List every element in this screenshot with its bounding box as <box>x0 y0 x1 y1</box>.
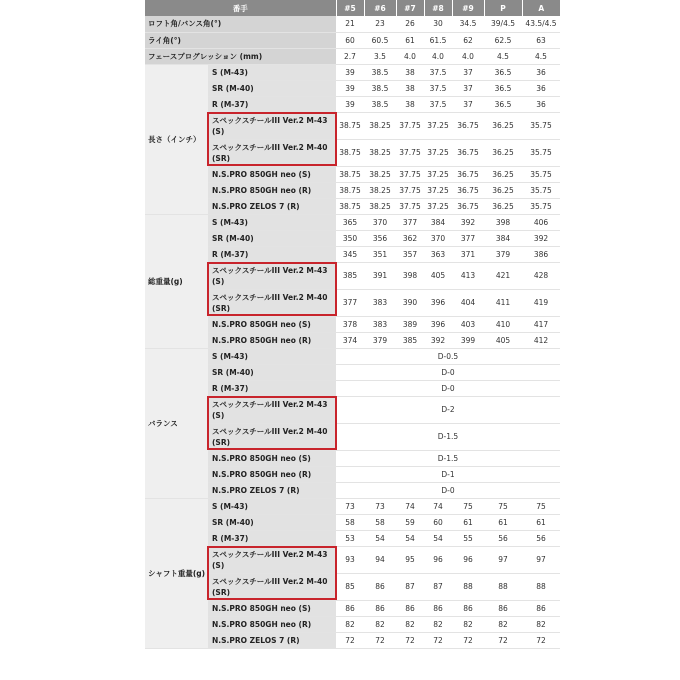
spec-value: 389 <box>396 316 424 332</box>
shaft-name: スペックスチールIII Ver.2 M-40 (SR) <box>208 573 336 600</box>
spec-value: 36.5 <box>484 64 522 80</box>
spec-value: 96 <box>452 546 484 573</box>
spec-row <box>145 32 560 48</box>
shaft-row <box>145 364 560 380</box>
spec-value: 72 <box>522 632 560 648</box>
spec-value: 36.5 <box>484 96 522 112</box>
shaft-row <box>145 332 560 348</box>
spec-value: 37.75 <box>396 198 424 214</box>
shaft-row <box>145 466 560 482</box>
spec-value: 38 <box>396 80 424 96</box>
spec-value: 88 <box>522 573 560 600</box>
spec-value: 38.75 <box>336 139 364 166</box>
spec-value: 350 <box>336 230 364 246</box>
shaft-name: N.S.PRO ZELOS 7 (R) <box>208 198 336 214</box>
spec-value: 370 <box>424 230 452 246</box>
shaft-name: スペックスチールIII Ver.2 M-40 (SR) <box>208 423 336 450</box>
spec-value: 38.25 <box>364 182 396 198</box>
spec-value: 86 <box>364 573 396 600</box>
spec-value: 417 <box>522 316 560 332</box>
spec-value: 365 <box>336 214 364 230</box>
spec-value: 86 <box>424 600 452 616</box>
shaft-row <box>145 198 560 214</box>
header-col: #7 <box>396 0 424 16</box>
spec-value: 82 <box>364 616 396 632</box>
spec-value: 95 <box>396 546 424 573</box>
spec-value: 72 <box>424 632 452 648</box>
spec-value: 392 <box>452 214 484 230</box>
shaft-row <box>145 482 560 498</box>
spec-value: 85 <box>336 573 364 600</box>
spec-value: 412 <box>522 332 560 348</box>
spec-value: 88 <box>452 573 484 600</box>
shaft-name: R (M-37) <box>208 380 336 396</box>
spec-value: 370 <box>364 214 396 230</box>
shaft-row <box>145 289 560 316</box>
spec-value: 411 <box>484 289 522 316</box>
spec-value: 39/4.5 <box>484 16 522 32</box>
shaft-row <box>145 348 560 364</box>
spec-value: 86 <box>336 600 364 616</box>
spec-value: 75 <box>522 498 560 514</box>
spec-value: 72 <box>484 632 522 648</box>
spec-value: 38 <box>396 96 424 112</box>
shaft-row <box>145 182 560 198</box>
header-col: A <box>522 0 560 16</box>
spec-value: 38.25 <box>364 139 396 166</box>
spec-value: 36.75 <box>452 166 484 182</box>
spec-value: 39 <box>336 80 364 96</box>
spec-value: 36.75 <box>452 112 484 139</box>
spec-value: 36.25 <box>484 182 522 198</box>
spec-value: 4.0 <box>452 48 484 64</box>
spec-value: 37.75 <box>396 166 424 182</box>
spec-value: 38.75 <box>336 112 364 139</box>
shaft-row <box>145 616 560 632</box>
spec-value: 30 <box>424 16 452 32</box>
spec-value: 38.75 <box>336 166 364 182</box>
spec-value: 377 <box>396 214 424 230</box>
shaft-name: S (M-43) <box>208 348 336 364</box>
spec-value: 56 <box>484 530 522 546</box>
spec-value: 21 <box>336 16 364 32</box>
spec-value: 384 <box>424 214 452 230</box>
spec-value: 36.75 <box>452 182 484 198</box>
shaft-name: R (M-37) <box>208 246 336 262</box>
spec-value: 36.5 <box>484 80 522 96</box>
spec-value: 88 <box>484 573 522 600</box>
spec-value: 61 <box>452 514 484 530</box>
shaft-name: N.S.PRO 850GH neo (R) <box>208 182 336 198</box>
spec-value: 56 <box>522 530 560 546</box>
spec-value: 404 <box>452 289 484 316</box>
shaft-row <box>145 112 560 139</box>
shaft-name: N.S.PRO 850GH neo (R) <box>208 332 336 348</box>
header-col: P <box>484 0 522 16</box>
spec-value: 58 <box>336 514 364 530</box>
shaft-row <box>145 214 560 230</box>
shaft-name: スペックスチールIII Ver.2 M-40 (SR) <box>208 139 336 166</box>
spec-value: 35.75 <box>522 166 560 182</box>
spec-value: 37.25 <box>424 182 452 198</box>
spec-row-label: ロフト角/バンス角(°) <box>145 16 336 32</box>
shaft-name: S (M-43) <box>208 214 336 230</box>
spec-value: 38.5 <box>364 80 396 96</box>
spec-value: 82 <box>396 616 424 632</box>
group-label: バランス <box>145 348 208 498</box>
spec-value: 37 <box>452 96 484 112</box>
spec-value: 38.25 <box>364 112 396 139</box>
spec-value: 392 <box>424 332 452 348</box>
spec-row <box>145 48 560 64</box>
spec-value: 82 <box>484 616 522 632</box>
spec-value: 86 <box>522 600 560 616</box>
spec-value: 86 <box>396 600 424 616</box>
spec-value: 4.5 <box>484 48 522 64</box>
spec-value: 421 <box>484 262 522 289</box>
spec-value: 94 <box>364 546 396 573</box>
shaft-row <box>145 423 560 450</box>
shaft-row <box>145 514 560 530</box>
spec-value: 410 <box>484 316 522 332</box>
spec-value: 4.0 <box>424 48 452 64</box>
shaft-name: SR (M-40) <box>208 230 336 246</box>
spec-value: 405 <box>424 262 452 289</box>
spec-value: 383 <box>364 316 396 332</box>
spec-value: 363 <box>424 246 452 262</box>
balance-value: D-1 <box>336 466 560 482</box>
spec-value: 36.75 <box>452 198 484 214</box>
spec-value: 374 <box>336 332 364 348</box>
spec-value: 38.5 <box>364 64 396 80</box>
spec-value: 72 <box>452 632 484 648</box>
spec-value: 398 <box>396 262 424 289</box>
balance-value: D-0 <box>336 364 560 380</box>
spec-value: 62.5 <box>484 32 522 48</box>
header-label: 番手 <box>145 0 336 16</box>
spec-value: 86 <box>452 600 484 616</box>
spec-value: 54 <box>364 530 396 546</box>
spec-value: 37.5 <box>424 80 452 96</box>
spec-value: 60 <box>336 32 364 48</box>
spec-value: 54 <box>424 530 452 546</box>
shaft-row <box>145 396 560 423</box>
shaft-name: N.S.PRO 850GH neo (S) <box>208 600 336 616</box>
balance-value: D-2 <box>336 396 560 423</box>
spec-value: 37.25 <box>424 139 452 166</box>
spec-value: 61.5 <box>424 32 452 48</box>
spec-value: 39 <box>336 64 364 80</box>
spec-value: 37.25 <box>424 112 452 139</box>
spec-value: 362 <box>396 230 424 246</box>
spec-value: 38 <box>396 64 424 80</box>
spec-value: 399 <box>452 332 484 348</box>
spec-value: 61 <box>484 514 522 530</box>
spec-value: 37 <box>452 80 484 96</box>
shaft-row <box>145 166 560 182</box>
spec-value: 62 <box>452 32 484 48</box>
spec-value: 35.75 <box>522 112 560 139</box>
shaft-row <box>145 546 560 573</box>
spec-value: 4.5 <box>522 48 560 64</box>
spec-value: 63 <box>522 32 560 48</box>
spec-row <box>145 16 560 32</box>
shaft-name: N.S.PRO 850GH neo (S) <box>208 316 336 332</box>
spec-value: 35.75 <box>522 198 560 214</box>
spec-value: 378 <box>336 316 364 332</box>
shaft-row <box>145 262 560 289</box>
shaft-row <box>145 600 560 616</box>
spec-value: 2.7 <box>336 48 364 64</box>
spec-value: 38.25 <box>364 166 396 182</box>
spec-row-label: フェースプログレッション (mm) <box>145 48 336 64</box>
shaft-name: N.S.PRO ZELOS 7 (R) <box>208 632 336 648</box>
spec-value: 392 <box>522 230 560 246</box>
spec-value: 60 <box>424 514 452 530</box>
spec-value: 35.75 <box>522 182 560 198</box>
shaft-row <box>145 80 560 96</box>
spec-row-label: ライ角(°) <box>145 32 336 48</box>
spec-value: 37.25 <box>424 198 452 214</box>
spec-value: 55 <box>452 530 484 546</box>
spec-value: 385 <box>396 332 424 348</box>
header-col: #8 <box>424 0 452 16</box>
spec-value: 82 <box>522 616 560 632</box>
spec-value: 58 <box>364 514 396 530</box>
shaft-row <box>145 246 560 262</box>
balance-value: D-1.5 <box>336 423 560 450</box>
spec-value: 38.75 <box>336 198 364 214</box>
shaft-row <box>145 139 560 166</box>
shaft-name: N.S.PRO ZELOS 7 (R) <box>208 482 336 498</box>
spec-value: 34.5 <box>452 16 484 32</box>
shaft-name: R (M-37) <box>208 96 336 112</box>
balance-value: D-0.5 <box>336 348 560 364</box>
spec-value: 36.25 <box>484 112 522 139</box>
spec-value: 93 <box>336 546 364 573</box>
shaft-name: N.S.PRO 850GH neo (R) <box>208 616 336 632</box>
spec-value: 379 <box>364 332 396 348</box>
shaft-row <box>145 64 560 80</box>
spec-value: 403 <box>452 316 484 332</box>
shaft-name: スペックスチールIII Ver.2 M-43 (S) <box>208 396 336 423</box>
spec-value: 73 <box>364 498 396 514</box>
spec-value: 86 <box>484 600 522 616</box>
spec-value: 43.5/4.5 <box>522 16 560 32</box>
spec-value: 87 <box>396 573 424 600</box>
shaft-row <box>145 498 560 514</box>
spec-value: 75 <box>452 498 484 514</box>
spec-value: 396 <box>424 316 452 332</box>
shaft-name: スペックスチールIII Ver.2 M-43 (S) <box>208 262 336 289</box>
spec-value: 37 <box>452 64 484 80</box>
balance-value: D-0 <box>336 482 560 498</box>
spec-value: 23 <box>364 16 396 32</box>
spec-value: 386 <box>522 246 560 262</box>
group-label: シャフト重量(g) <box>145 498 208 648</box>
spec-value: 377 <box>452 230 484 246</box>
balance-value: D-1.5 <box>336 450 560 466</box>
shaft-row <box>145 230 560 246</box>
spec-value: 406 <box>522 214 560 230</box>
spec-value: 36.25 <box>484 198 522 214</box>
spec-value: 413 <box>452 262 484 289</box>
shaft-name: スペックスチールIII Ver.2 M-40 (SR) <box>208 289 336 316</box>
spec-value: 36.25 <box>484 166 522 182</box>
spec-value: 384 <box>484 230 522 246</box>
shaft-name: N.S.PRO 850GH neo (S) <box>208 166 336 182</box>
spec-value: 87 <box>424 573 452 600</box>
spec-value: 36.75 <box>452 139 484 166</box>
spec-value: 390 <box>396 289 424 316</box>
spec-value: 53 <box>336 530 364 546</box>
spec-value: 59 <box>396 514 424 530</box>
spec-value: 37.25 <box>424 166 452 182</box>
spec-table <box>145 0 560 649</box>
spec-value: 391 <box>364 262 396 289</box>
spec-value: 39 <box>336 96 364 112</box>
spec-value: 72 <box>396 632 424 648</box>
spec-value: 97 <box>522 546 560 573</box>
spec-value: 428 <box>522 262 560 289</box>
shaft-name: SR (M-40) <box>208 514 336 530</box>
shaft-row <box>145 450 560 466</box>
spec-value: 351 <box>364 246 396 262</box>
spec-value: 82 <box>424 616 452 632</box>
header-col: #9 <box>452 0 484 16</box>
spec-value: 405 <box>484 332 522 348</box>
shaft-name: N.S.PRO 850GH neo (R) <box>208 466 336 482</box>
spec-value: 396 <box>424 289 452 316</box>
spec-value: 74 <box>396 498 424 514</box>
shaft-row <box>145 380 560 396</box>
spec-value: 75 <box>484 498 522 514</box>
spec-value: 96 <box>424 546 452 573</box>
group-label: 総重量(g) <box>145 214 208 348</box>
spec-value: 37.75 <box>396 182 424 198</box>
spec-value: 377 <box>336 289 364 316</box>
shaft-name: SR (M-40) <box>208 364 336 380</box>
shaft-name: S (M-43) <box>208 64 336 80</box>
spec-value: 37.75 <box>396 139 424 166</box>
spec-value: 356 <box>364 230 396 246</box>
spec-value: 38.75 <box>336 182 364 198</box>
shaft-name: R (M-37) <box>208 530 336 546</box>
spec-value: 4.0 <box>396 48 424 64</box>
spec-value: 3.5 <box>364 48 396 64</box>
spec-value: 385 <box>336 262 364 289</box>
header-row <box>145 0 560 16</box>
spec-value: 345 <box>336 246 364 262</box>
spec-value: 61 <box>396 32 424 48</box>
group-label: 長さ（インチ） <box>145 64 208 214</box>
spec-value: 82 <box>336 616 364 632</box>
spec-value: 82 <box>452 616 484 632</box>
spec-value: 36 <box>522 96 560 112</box>
shaft-row <box>145 96 560 112</box>
spec-value: 398 <box>484 214 522 230</box>
header-col: #5 <box>336 0 364 16</box>
header-col: #6 <box>364 0 396 16</box>
spec-value: 26 <box>396 16 424 32</box>
spec-value: 73 <box>336 498 364 514</box>
spec-value: 37.5 <box>424 64 452 80</box>
shaft-name: S (M-43) <box>208 498 336 514</box>
spec-value: 38.25 <box>364 198 396 214</box>
balance-value: D-0 <box>336 380 560 396</box>
spec-value: 60.5 <box>364 32 396 48</box>
spec-value: 74 <box>424 498 452 514</box>
shaft-name: スペックスチールIII Ver.2 M-43 (S) <box>208 112 336 139</box>
shaft-name: スペックスチールIII Ver.2 M-43 (S) <box>208 546 336 573</box>
spec-value: 35.75 <box>522 139 560 166</box>
shaft-row <box>145 316 560 332</box>
spec-value: 36.25 <box>484 139 522 166</box>
spec-value: 72 <box>364 632 396 648</box>
spec-value: 37.5 <box>424 96 452 112</box>
spec-value: 38.5 <box>364 96 396 112</box>
shaft-name: SR (M-40) <box>208 80 336 96</box>
spec-value: 371 <box>452 246 484 262</box>
spec-value: 97 <box>484 546 522 573</box>
spec-value: 72 <box>336 632 364 648</box>
spec-value: 54 <box>396 530 424 546</box>
shaft-row <box>145 573 560 600</box>
spec-value: 383 <box>364 289 396 316</box>
spec-value: 419 <box>522 289 560 316</box>
shaft-name: N.S.PRO 850GH neo (S) <box>208 450 336 466</box>
spec-value: 86 <box>364 600 396 616</box>
spec-value: 36 <box>522 64 560 80</box>
shaft-row <box>145 530 560 546</box>
spec-value: 61 <box>522 514 560 530</box>
spec-value: 379 <box>484 246 522 262</box>
shaft-row <box>145 632 560 648</box>
spec-value: 36 <box>522 80 560 96</box>
spec-value: 357 <box>396 246 424 262</box>
spec-value: 37.75 <box>396 112 424 139</box>
